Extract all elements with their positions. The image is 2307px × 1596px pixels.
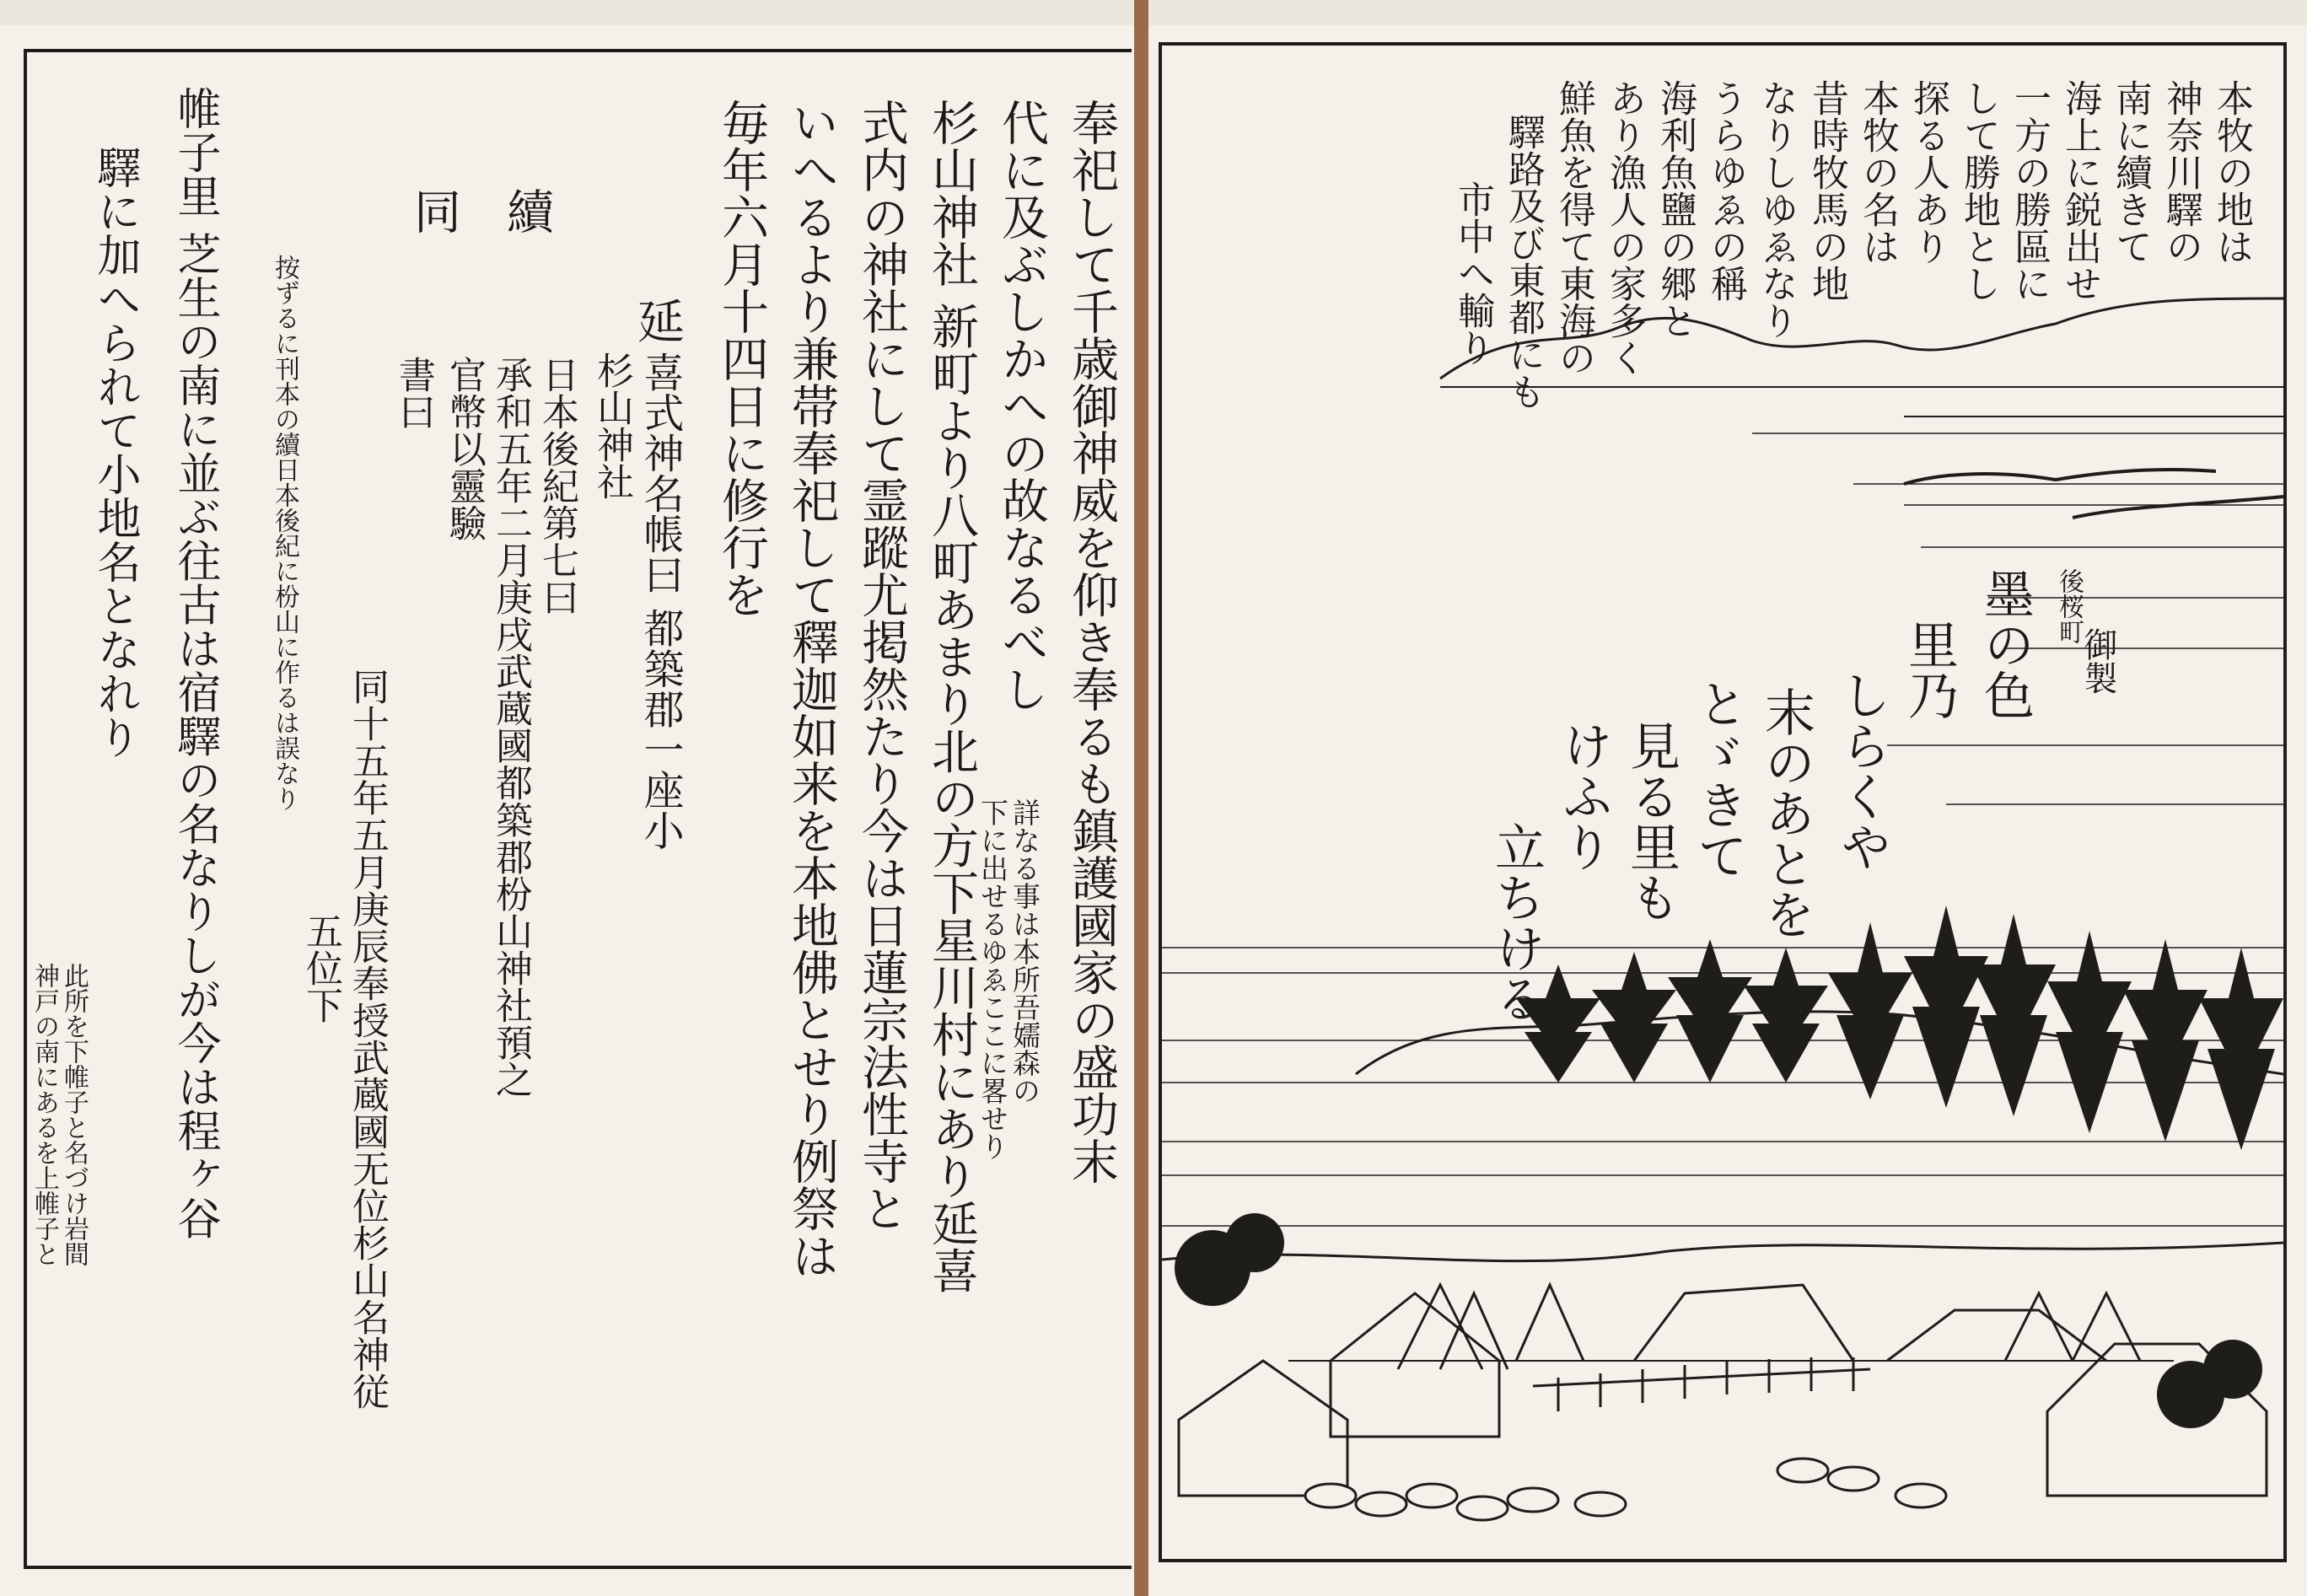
- right-text-column-15: 驛路及び東都にも: [1502, 113, 1545, 410]
- citation-dou-line-1: 書曰: [392, 356, 435, 430]
- right-text-column-4: 海上に鋭出せ: [2058, 79, 2101, 302]
- right-page: [1148, 25, 2307, 1596]
- citation-engishiki-line-1: 喜式神名帳曰 都築郡一座小: [637, 352, 684, 851]
- right-text-column-11: うらゆゑの稱: [1704, 79, 1747, 302]
- right-text-column-3: 南に續きて: [2109, 79, 2152, 265]
- text-column-6: 毎年六月十四日に修行を: [714, 99, 769, 618]
- poem-heading: 御製: [2078, 627, 2117, 695]
- right-text-column-1: 本牧の地は: [2210, 79, 2253, 265]
- right-text-column-12: 海利魚鹽の郷と: [1654, 79, 1697, 339]
- poem-line-2: 里乃: [1900, 619, 1959, 720]
- annotation-column-2: 下に出せるゆゑここに畧せり: [976, 798, 1009, 1160]
- citation-label-dou: 同: [406, 187, 461, 234]
- left-page: [0, 25, 1134, 1596]
- citation-zoku-line-2: 承和五年二月庚戌武蔵國都築郡枌山神社預之: [489, 356, 532, 1098]
- citation-zoku-line-3: 官幣以靈驗: [443, 356, 486, 541]
- right-text-column-13: あり漁人の家多く: [1603, 79, 1646, 376]
- text-column-4: 式内の神社にして霊蹤尤掲然たり今は日蓮宗法性寺と: [854, 99, 909, 1232]
- left-page-frame: [24, 49, 1132, 1569]
- katabira-column-1: 帷子里 芝生の南に並ぶ往古は宿驛の名なりしが今は程ヶ谷: [169, 86, 220, 1240]
- poem-line-1: 墨の色: [1976, 568, 2035, 720]
- poem-line-4: 末のあとを: [1756, 686, 1815, 939]
- right-text-column-14: 鮮魚を得て東海の: [1552, 79, 1595, 376]
- citation-dou-line-3: 五位下: [299, 912, 342, 1024]
- text-column-3: 杉山神社 新町より八町あまり北の方下星川村にあり延喜: [924, 99, 979, 1294]
- citation-label-engi: 延: [630, 297, 685, 344]
- poem-heading-prefix: 後桜町: [2054, 568, 2084, 644]
- right-page-frame: [1159, 42, 2287, 1562]
- right-text-column-6: して勝地とし: [1957, 79, 2000, 302]
- right-text-column-2: 神奈川驛の: [2159, 79, 2202, 265]
- poem-line-8: 立ちける: [1487, 821, 1546, 1024]
- katabira-column-2: 驛に加へられて小地名となれり: [89, 145, 140, 759]
- katabira-note-1: 此所を下帷子と名づけ岩間: [59, 963, 89, 1266]
- text-column-2: 代に及ぶしかへの故なるべし: [994, 99, 1049, 712]
- citation-dou-line-2: 同十五年五月庚辰奉授武蔵國无位杉山名神従: [346, 668, 389, 1410]
- citation-label-zoku: 續: [499, 187, 554, 234]
- poem-line-5: とゞきて: [1689, 678, 1748, 880]
- citation-note: 按ずるに刊本の續日本後紀に枌山に作るは誤なり: [270, 255, 299, 811]
- text-column-5: いへるより兼帯奉祀して釋迦如来を本地佛とせり例祭は: [784, 99, 839, 1279]
- book-gutter: [1134, 0, 1148, 1596]
- katabira-note-2: 神戸の南にあるを上帷子と: [30, 963, 59, 1266]
- right-text-column-5: 一方の勝區に: [2008, 79, 2051, 302]
- citation-engishiki-line-2: 杉山神社: [590, 352, 633, 500]
- text-column-1: 奉祀して千歳御神威を仰き奉るも鎮護國家の盛功末: [1064, 99, 1119, 1185]
- right-text-column-9: 昔時牧馬の地: [1805, 79, 1848, 302]
- right-text-column-8: 本牧の名は: [1856, 79, 1899, 265]
- right-text-column-7: 探る人あり: [1906, 79, 1949, 265]
- citation-zoku-line-1: 日本後紀第七曰: [535, 356, 578, 615]
- poem-line-3: しらくや: [1832, 669, 1891, 872]
- right-text-column-16: 市中へ輸り: [1451, 180, 1494, 366]
- right-text-column-10: なりしゆゑなり: [1755, 79, 1798, 339]
- poem-line-7: けふり: [1554, 720, 1613, 872]
- annotation-column-1: 詳なる事は本所吾嬬森の: [1008, 798, 1041, 1104]
- poem-line-6: 見る里も: [1621, 720, 1681, 922]
